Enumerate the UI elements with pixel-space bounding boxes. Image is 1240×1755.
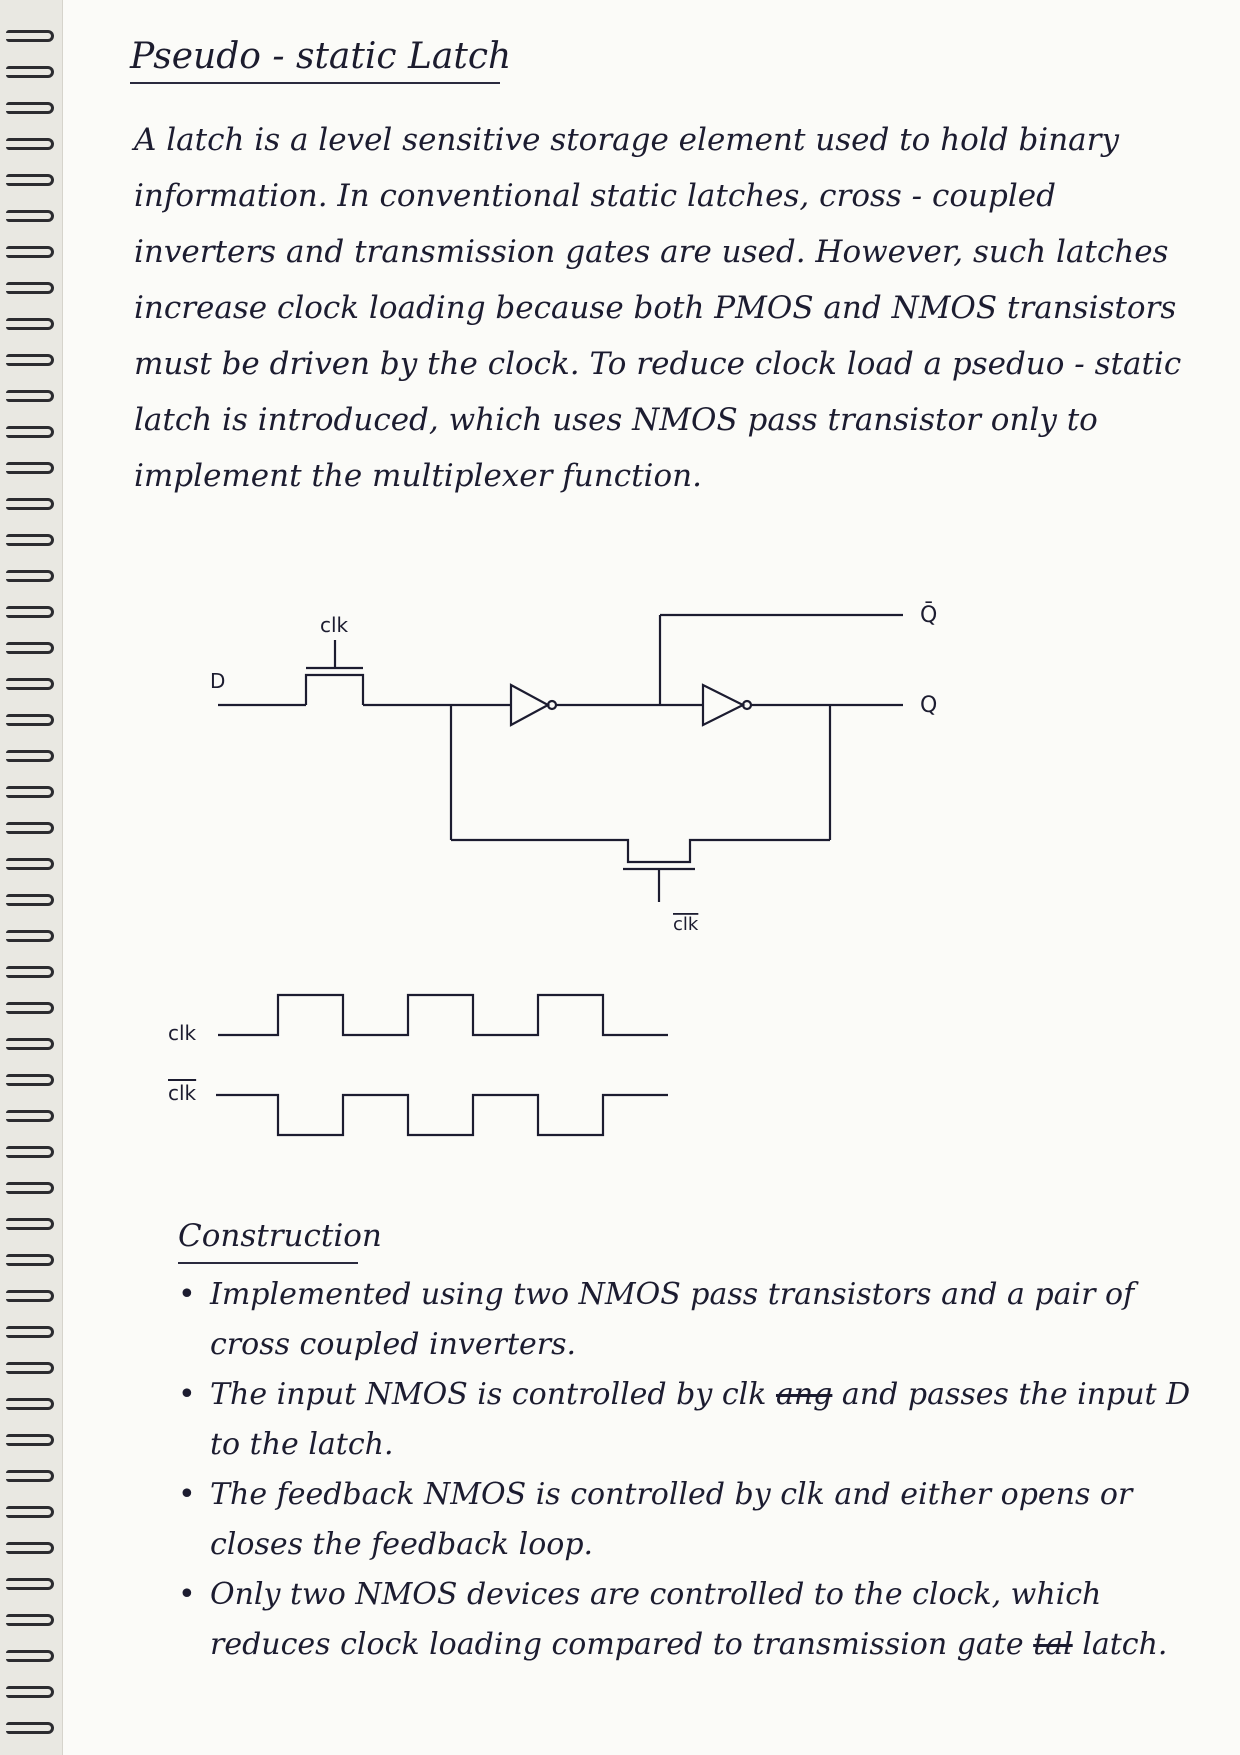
spiral-ring <box>6 30 54 42</box>
bullet-item: • Implemented using two NMOS pass transistors and a pair of cross coupled inverters. <box>178 1270 1208 1370</box>
spiral-ring <box>6 570 54 582</box>
spiral-ring <box>6 282 54 294</box>
spiral-ring <box>6 354 54 366</box>
spiral-ring <box>6 1614 54 1626</box>
clock-waveforms <box>168 985 808 1175</box>
construction-underline <box>178 1262 358 1264</box>
bullet-item: • The input NMOS is controlled by clk ang and passes the input D to the latch. <box>178 1370 1208 1470</box>
spiral-ring <box>6 534 54 546</box>
spiral-ring <box>6 390 54 402</box>
spiral-ring <box>6 66 54 78</box>
clk-waveform <box>218 995 668 1035</box>
page-title: Pseudo - static Latch <box>130 36 512 77</box>
spiral-ring <box>6 678 54 690</box>
clk-wave-label: clk <box>168 1021 197 1045</box>
bullet-item: • Only two NMOS devices are controlled to the clock, which reduces clock loading compared to transmission gate tal latch. <box>178 1570 1208 1670</box>
title-underline <box>130 82 500 84</box>
spiral-ring <box>6 462 54 474</box>
inverter-1 <box>511 685 548 725</box>
spiral-ring <box>6 1182 54 1194</box>
struck-word: tal <box>1033 1627 1073 1662</box>
input-nmos-transistor <box>306 675 363 705</box>
spiral-ring <box>6 102 54 114</box>
spiral-ring <box>6 1074 54 1086</box>
spiral-ring <box>6 426 54 438</box>
spiral-binding <box>0 0 63 1755</box>
spiral-ring <box>6 1362 54 1374</box>
q-label: Q <box>920 693 938 718</box>
spiral-ring <box>6 1542 54 1554</box>
spiral-ring <box>6 1002 54 1014</box>
clkbar-waveform <box>216 1095 668 1135</box>
spiral-ring <box>6 498 54 510</box>
spiral-ring <box>6 894 54 906</box>
spiral-ring <box>6 1650 54 1662</box>
construction-bullet-list <box>178 1270 1208 1670</box>
spiral-ring <box>6 1506 54 1518</box>
intro-paragraph: A latch is a level sensitive storage element used to hold binary information. In conventional static latches, cross - coupled inverters and transmission gates are used. However, such latches increase clock loading because both PMOS and NMOS transistors must be driven by the clock. To reduce clock load a pseduo - static latch is introduced, which uses NMOS pass transistor only to implement the multiplexer function. <box>134 122 1182 494</box>
latch-circuit-diagram <box>138 590 1178 960</box>
spiral-ring <box>6 1326 54 1338</box>
clkbar-wave-label: clk <box>168 1081 197 1105</box>
struck-word: ang <box>775 1377 833 1412</box>
inverter-2 <box>703 685 743 725</box>
spiral-ring <box>6 822 54 834</box>
spiral-ring <box>6 1722 54 1734</box>
spiral-ring <box>6 1686 54 1698</box>
spiral-ring <box>6 930 54 942</box>
spiral-ring <box>6 1254 54 1266</box>
spiral-ring <box>6 1146 54 1158</box>
spiral-ring <box>6 750 54 762</box>
input-d-label: D <box>210 669 226 693</box>
spiral-ring <box>6 786 54 798</box>
feedback-clkbar-label: clk <box>673 914 699 935</box>
spiral-ring <box>6 246 54 258</box>
notebook-page <box>78 0 1228 1755</box>
bullet-item: • The feedback NMOS is controlled by clk and either opens or closes the feedback loop. <box>178 1470 1208 1570</box>
spiral-ring <box>6 1110 54 1122</box>
spiral-ring <box>6 318 54 330</box>
spiral-ring <box>6 1470 54 1482</box>
spiral-ring <box>6 714 54 726</box>
spiral-ring <box>6 1038 54 1050</box>
spiral-ring <box>6 1290 54 1302</box>
spiral-ring <box>6 858 54 870</box>
spiral-ring <box>6 1578 54 1590</box>
qbar-label: Q̄ <box>920 603 938 628</box>
spiral-ring <box>6 174 54 186</box>
spiral-ring <box>6 966 54 978</box>
construction-heading: Construction <box>178 1218 382 1254</box>
spiral-ring <box>6 1434 54 1446</box>
spiral-ring <box>6 210 54 222</box>
input-clk-label: clk <box>320 613 349 637</box>
spiral-ring <box>6 1218 54 1230</box>
feedback-nmos-transistor <box>451 840 830 862</box>
spiral-ring <box>6 1398 54 1410</box>
spiral-ring <box>6 606 54 618</box>
spiral-ring <box>6 138 54 150</box>
spiral-ring <box>6 642 54 654</box>
